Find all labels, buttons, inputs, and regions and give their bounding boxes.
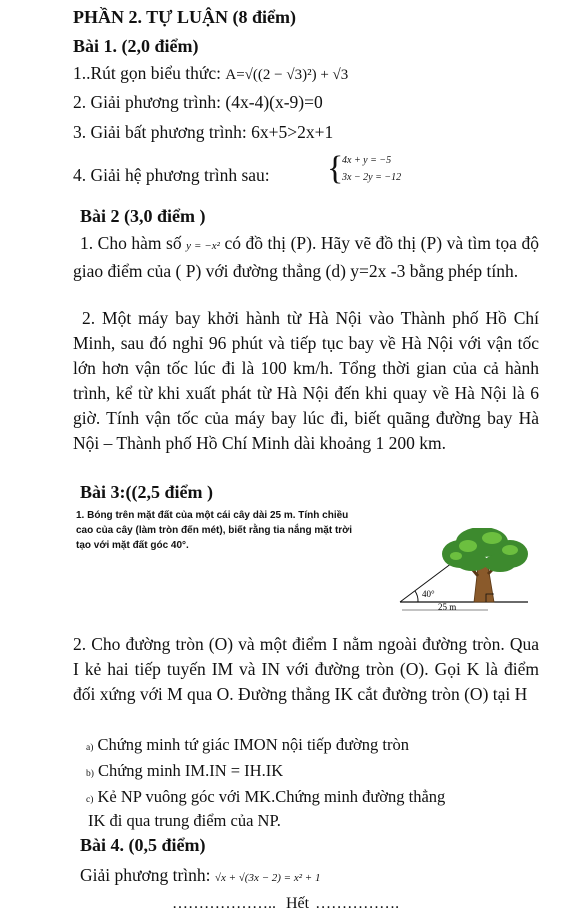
bai3-item-a [86,734,409,759]
bai2-p1-a: 1. Cho hàm số [80,233,187,253]
angle-arc [415,591,418,602]
bai4-title: Bài 4. (0,5 điểm) [80,835,206,855]
tree-figure [360,528,560,628]
bai3-a-label: a) [86,743,94,753]
bai4-math: √x + √(3x − 2) = x² + 1 [214,872,321,884]
bai1-q3-math: 6x+5>2x+1 [251,122,334,142]
bai3-b-label: b) [86,769,94,779]
bai1-q2-math: (4x-4)(x-9)=0 [225,92,323,112]
bai3-part2: 2. Cho đường tròn (O) và một điểm I nằm ngoài đường tròn. Qua I kẻ hai tiếp tuyến IM và IN với đường tròn (O). Gọi K là điểm đối xứng với M qua O. Đường thẳng IK cắt đường tròn (O) tại H [73,634,539,704]
bai1-q3 [73,121,333,143]
bai4-text: Giải phương trình: [80,865,215,885]
bai1-q1-text: 1..Rút gọn biểu thức: [73,63,226,83]
system-brace: { [327,150,344,187]
bai3-c-label: c) [86,795,94,805]
bai2-part2: 2. Một máy bay khởi hành từ Hà Nội vào Thành phố Hồ Chí Minh, sau đó nghỉ 96 phút và tiếp tục bay về Hà Nội với vận tốc lớn hơn vận tốc lúc đi là 100 km/h. Tổng thời gian của cả hành trình, kể từ khi xuất phát từ Hà Nội đến khi quay về Hà Nội là 6 giờ. Tính vận tốc của máy bay lúc đi, biết quãng đường bay Hà Nội – Thành phố Hồ Chí Minh dài khoảng 1 200 km. [73,308,539,453]
bai1-q4-eq1: 4x + y = −5 [342,155,392,166]
bai1-q1-math: A=√((2 − √3)²) + √3 [225,67,349,83]
footer-dots-right: ……………. [315,895,400,912]
bai1-q4-text: 4. Giải hệ phương trình sau: [73,165,270,185]
bai1-q4 [73,164,270,186]
bai2-p1-b: có đồ thị (P). Hãy vẽ đồ thị (P) và tìm tọa độ giao điểm của ( P) với đường thẳng (d) y=2x -3 bằng phép tính. [73,233,539,281]
bai3-item-b [86,760,283,785]
bai1-q4-eq2: 3x − 2y = −12 [342,172,402,183]
bai3-title: Bài 3:((2,5 điểm ) [80,482,213,502]
bai3-part1: 1. Bóng trên mặt đất của một cái cây dài 25 m. Tính chiều cao của cây (làm tròn đến mét), biết rằng tia nắng mặt trời tạo với mặt đất góc 40°. [76,510,353,551]
footer [172,893,399,915]
bai3-item-c-cont: IK đi qua trung điểm của NP. [88,811,281,830]
part-title: PHẦN 2. TỰ LUẬN (8 điểm) [73,7,296,27]
length-label: 25 m [438,602,457,612]
bai4-question [80,864,320,889]
bai2-title: Bài 2 (3,0 điểm ) [80,206,206,226]
bai2-part1 [73,231,539,284]
bai1-q3-text: 3. Giải bất phương trình: [73,122,252,142]
bai3-b-text: Chứng minh IM.IN = IH.IK [98,761,284,780]
footer-dots-left: ……………….. [172,895,276,912]
footer-end-text: Hết [286,895,310,912]
angle-label: 40° [422,589,435,599]
bai2-p1-func: y = −x² [186,240,220,252]
bai1-q2 [73,91,323,113]
bai1-q2-text: 2. Giải phương trình: [73,92,226,112]
bai3-a-text: Chứng minh tứ giác IMON nội tiếp đường tròn [97,735,409,754]
bai1-title: Bài 1. (2,0 điểm) [73,36,199,56]
bai3-c-text1: Kẻ NP vuông góc với MK.Chứng minh đường thẳng [97,787,446,806]
bai3-item-c [86,786,445,811]
tree-foliage [442,528,528,572]
bai1-q1 [73,62,348,86]
